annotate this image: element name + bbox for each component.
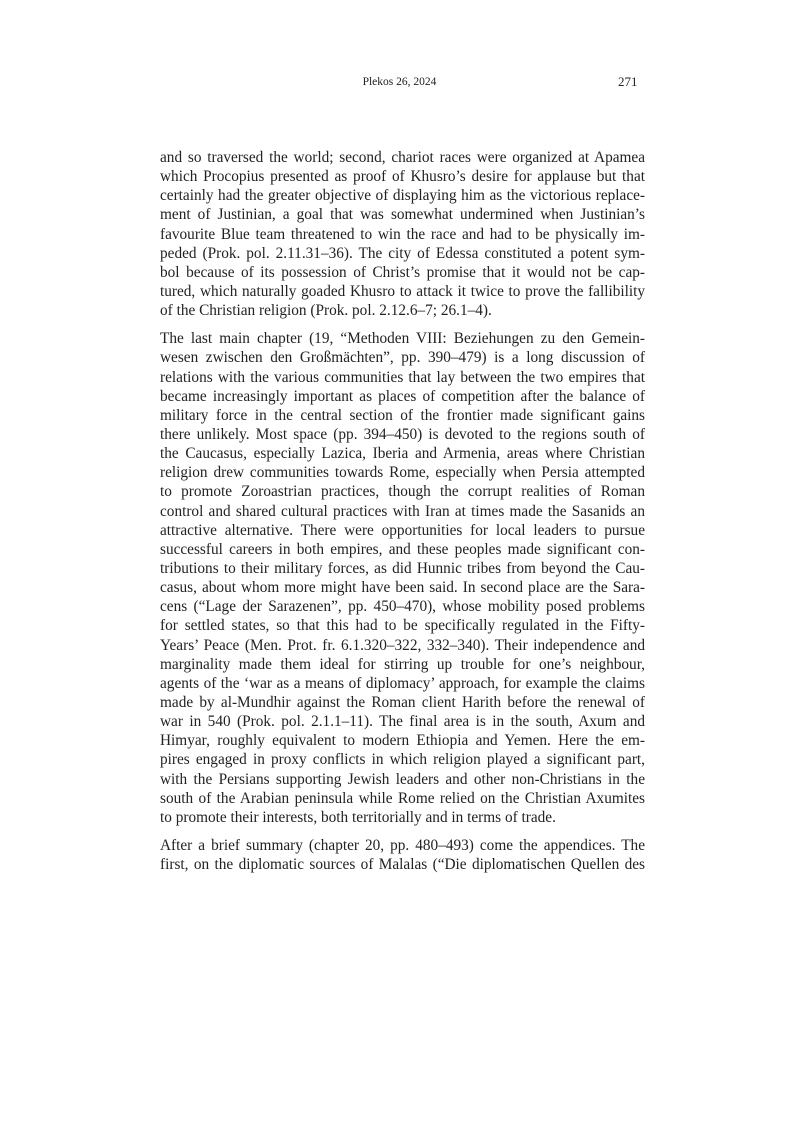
text-line: attractive alternative. There were opportunities for local leaders to pursue xyxy=(160,521,645,539)
text-line: the Caucasus, especially Lazica, Iberia and Armenia, areas where Christian xyxy=(160,445,645,463)
text-line: of the Christian religion (Prok. pol. 2.12.6–7; 26.1–4). xyxy=(160,302,492,320)
paragraph xyxy=(160,836,645,874)
text-line: and so traversed the world; second, chariot races were organized at Apamea xyxy=(160,149,645,166)
text-line: tributions to their military forces, as did Hunnic tribes from beyond the Cau- xyxy=(160,559,645,577)
text-line: relations with the various communities that lay between the two empires that xyxy=(160,368,645,386)
paragraph xyxy=(160,329,645,827)
text-line: south of the Arabian peninsula while Rome relied on the Christian Axumites xyxy=(160,789,645,807)
text-line: bol because of its possession of Christ’s promise that it would not be cap- xyxy=(160,263,645,281)
text-line: successful careers in both empires, and these peoples made significant con- xyxy=(160,540,645,558)
text-line: Himyar, roughly equivalent to modern Ethiopia and Yemen. Here the em- xyxy=(160,732,645,750)
text-line: pires engaged in proxy conflicts in which religion played a significant part, xyxy=(160,751,645,769)
text-line: made by al-Mundhir against the Roman client Harith before the renewal of xyxy=(160,693,645,711)
text-line: marginality made them ideal for stirring up trouble for one’s neighbour, xyxy=(160,655,645,673)
text-line: certainly had the greater objective of displaying him as the victorious replace- xyxy=(160,187,645,205)
text-line: tured, which naturally goaded Khusro to attack it twice to prove the fallibility xyxy=(160,282,645,300)
page-number: 271 xyxy=(618,74,638,89)
text-line: became increasingly important as places of competition after the balance of xyxy=(160,387,645,405)
text-line: peded (Prok. pol. 2.11.31–36). The city of Edessa constituted a potent sym- xyxy=(160,244,645,262)
text-line: for settled states, so that this had to be specifically regulated in the Fifty- xyxy=(160,617,645,635)
text-line: wesen zwischen den Großmächten”, pp. 390–479) is a long discussion of xyxy=(160,349,645,367)
text-line: first, on the diplomatic sources of Malalas (“Die diplomatischen Quellen des xyxy=(160,856,645,874)
text-line: military force in the central section of the frontier made significant gains xyxy=(160,406,645,424)
text-line: with the Persians supporting Jewish leaders and other non-Christians in the xyxy=(160,770,645,788)
text-line: After a brief summary (chapter 20, pp. 480–493) come the appendices. The xyxy=(160,836,645,854)
text-line: The last main chapter (19, “Methoden VIII: Beziehungen zu den Gemein- xyxy=(160,330,645,348)
text-line: which Procopius presented as proof of Khusro’s desire for applause but that xyxy=(160,168,645,186)
paragraph xyxy=(160,148,645,320)
running-header-journal: Plekos 26, 2024 xyxy=(362,76,437,88)
text-line: casus, about whom more might have been said. In second place are the Sara- xyxy=(160,579,645,597)
text-line: to promote their interests, both territorially and in terms of trade. xyxy=(160,808,556,826)
text-line: ment of Justinian, a goal that was somewhat undermined when Justinian’s xyxy=(160,206,645,224)
text-line: control and shared cultural practices with Iran at times made the Sasanids an xyxy=(160,502,645,520)
text-line: Years’ Peace (Men. Prot. fr. 6.1.320–322, 332–340). Their independence and xyxy=(160,636,645,654)
text-line: there unlikely. Most space (pp. 394–450) is devoted to the regions south of xyxy=(160,425,645,443)
text-line: cens (“Lage der Sarazenen”, pp. 450–470), whose mobility posed problems xyxy=(160,598,645,616)
text-line: to promote Zoroastrian practices, though the corrupt realities of Roman xyxy=(160,483,645,501)
text-line: favourite Blue team threatened to win the race and had to be physically im- xyxy=(160,225,645,243)
text-line: agents of the ‘war as a means of diplomacy’ approach, for example the claims xyxy=(160,674,645,692)
text-line: war in 540 (Prok. pol. 2.1.1–11). The final area is in the south, Axum and xyxy=(160,713,645,731)
body-text xyxy=(160,148,645,883)
text-line: religion drew communities towards Rome, especially when Persia attempted xyxy=(160,464,645,482)
